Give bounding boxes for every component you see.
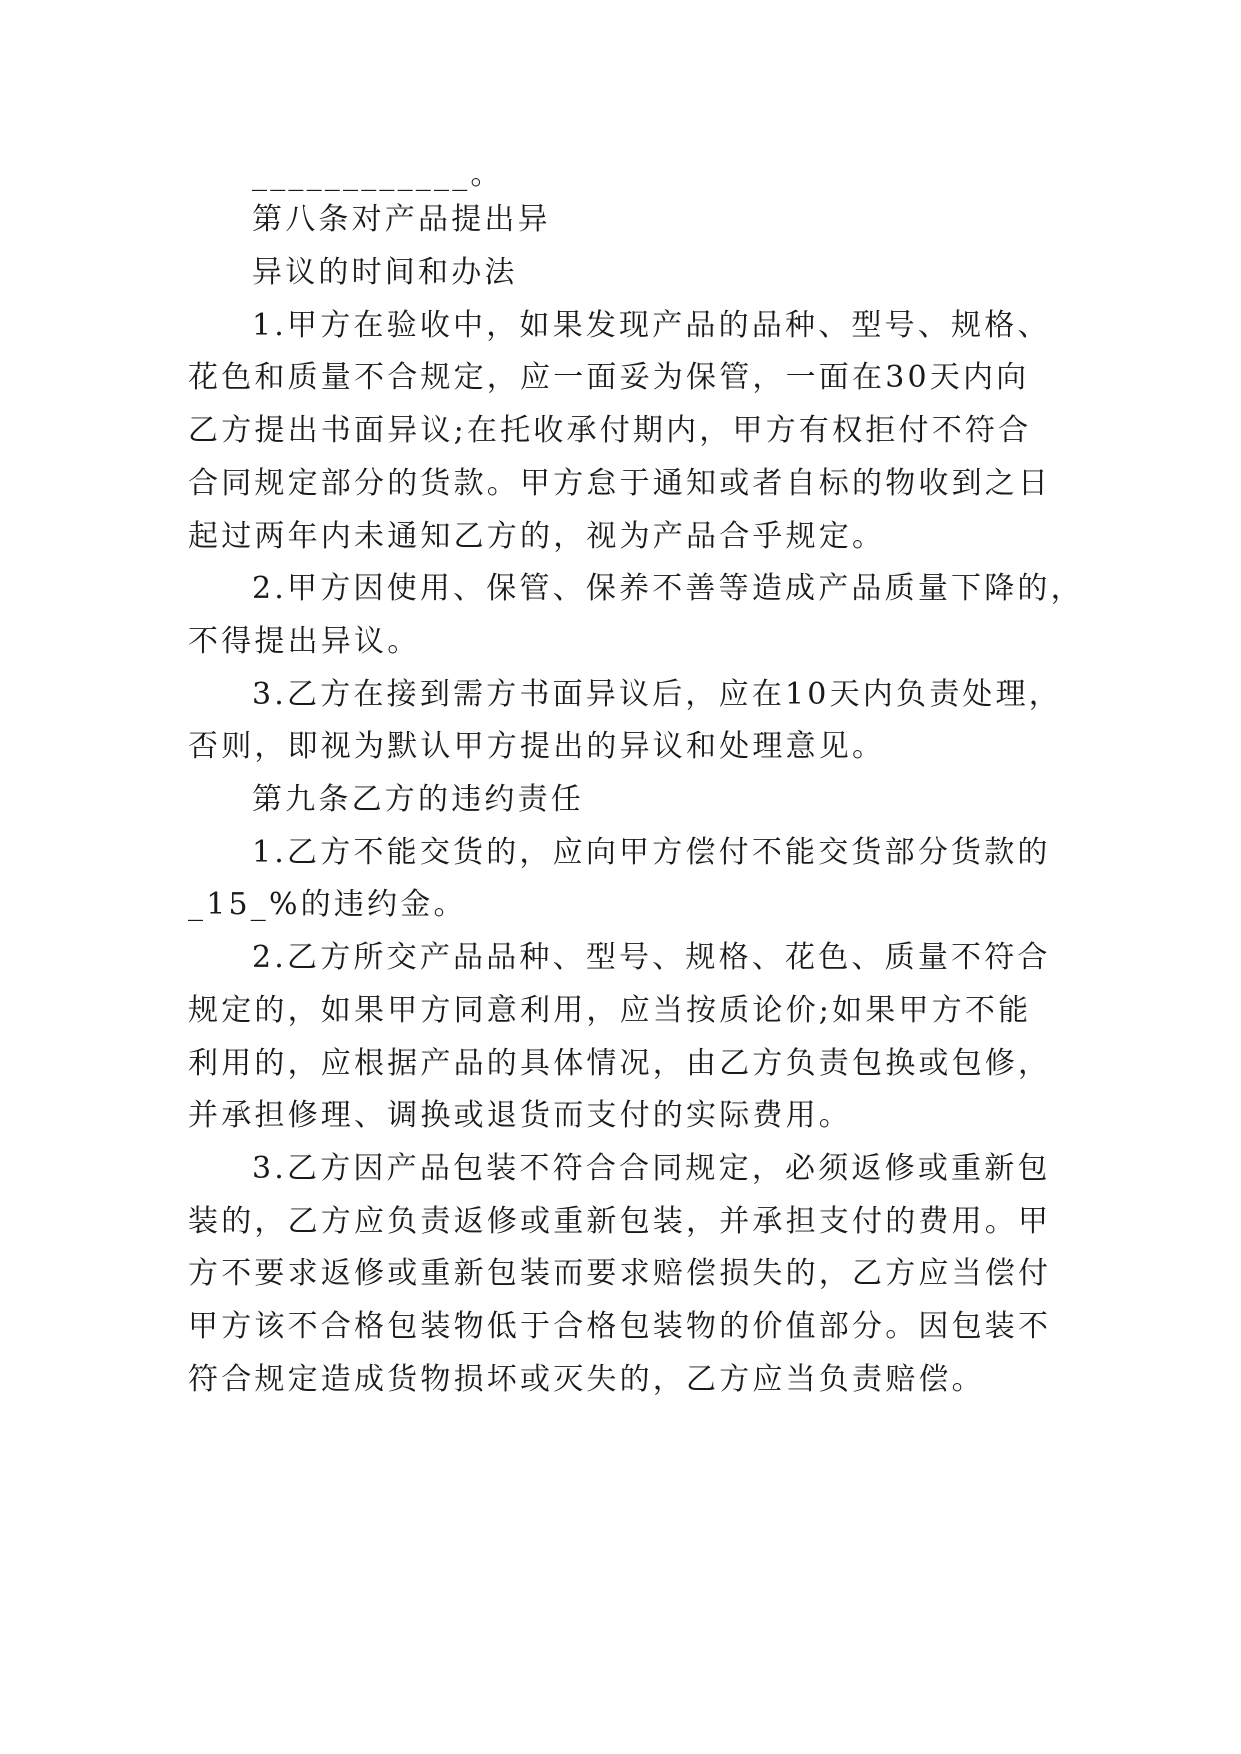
paragraph-line: 2.乙方所交产品品种、型号、规格、花色、质量不符合 xyxy=(252,940,1051,975)
paragraph-line: 规定的，如果甲方同意利用，应当按质论价;如果甲方不能 xyxy=(188,993,1032,1028)
paragraph-line: 方不要求返修或重新包装而要求赔偿损失的，乙方应当偿付 xyxy=(188,1256,1052,1291)
paragraph-line: 3.乙方因产品包装不符合合同规定，必须返修或重新包 xyxy=(252,1151,1051,1186)
paragraph-line: 1.甲方在验收中，如果发现产品的品种、型号、规格、 xyxy=(252,308,1051,343)
paragraph-line: 合同规定部分的货款。甲方怠于通知或者自标的物收到之日 xyxy=(188,466,1052,501)
paragraph-line: _15_%的违约金。 xyxy=(188,887,467,922)
paragraph-line: 花色和质量不合规定，应一面妥为保管，一面在30天内向 xyxy=(188,360,1030,395)
paragraph-line: 3.乙方在接到需方书面异议后，应在10天内负责处理， xyxy=(252,677,1062,712)
paragraph-line: 利用的，应根据产品的具体情况，由乙方负责包换或包修， xyxy=(188,1046,1052,1081)
blank-fill-line: ____________。 xyxy=(252,157,504,192)
article-8-subheading: 异议的时间和办法 xyxy=(252,255,518,290)
paragraph-line: 乙方提出书面异议;在托收承付期内，甲方有权拒付不符合 xyxy=(188,413,1032,448)
paragraph-line: 2.甲方因使用、保管、保养不善等造成产品质量下降的， xyxy=(252,571,1084,606)
paragraph-line: 起过两年内未通知乙方的，视为产品合乎规定。 xyxy=(188,519,886,554)
paragraph-line: 符合规定造成货物损坏或灭失的，乙方应当负责赔偿。 xyxy=(188,1362,985,1397)
paragraph-line: 不得提出异议。 xyxy=(188,624,421,659)
paragraph-line: 1.乙方不能交货的，应向甲方偿付不能交货部分货款的 xyxy=(252,835,1051,870)
paragraph-line: 装的，乙方应负责返修或重新包装，并承担支付的费用。甲 xyxy=(188,1204,1052,1239)
article-8-heading: 第八条对产品提出异 xyxy=(252,202,551,237)
paragraph-line: 并承担修理、调换或退货而支付的实际费用。 xyxy=(188,1098,852,1133)
article-9-heading: 第九条乙方的违约责任 xyxy=(252,782,584,817)
paragraph-line: 否则，即视为默认甲方提出的异议和处理意见。 xyxy=(188,729,886,764)
paragraph-line: 甲方该不合格包装物低于合格包装物的价值部分。因包装不 xyxy=(188,1309,1052,1344)
